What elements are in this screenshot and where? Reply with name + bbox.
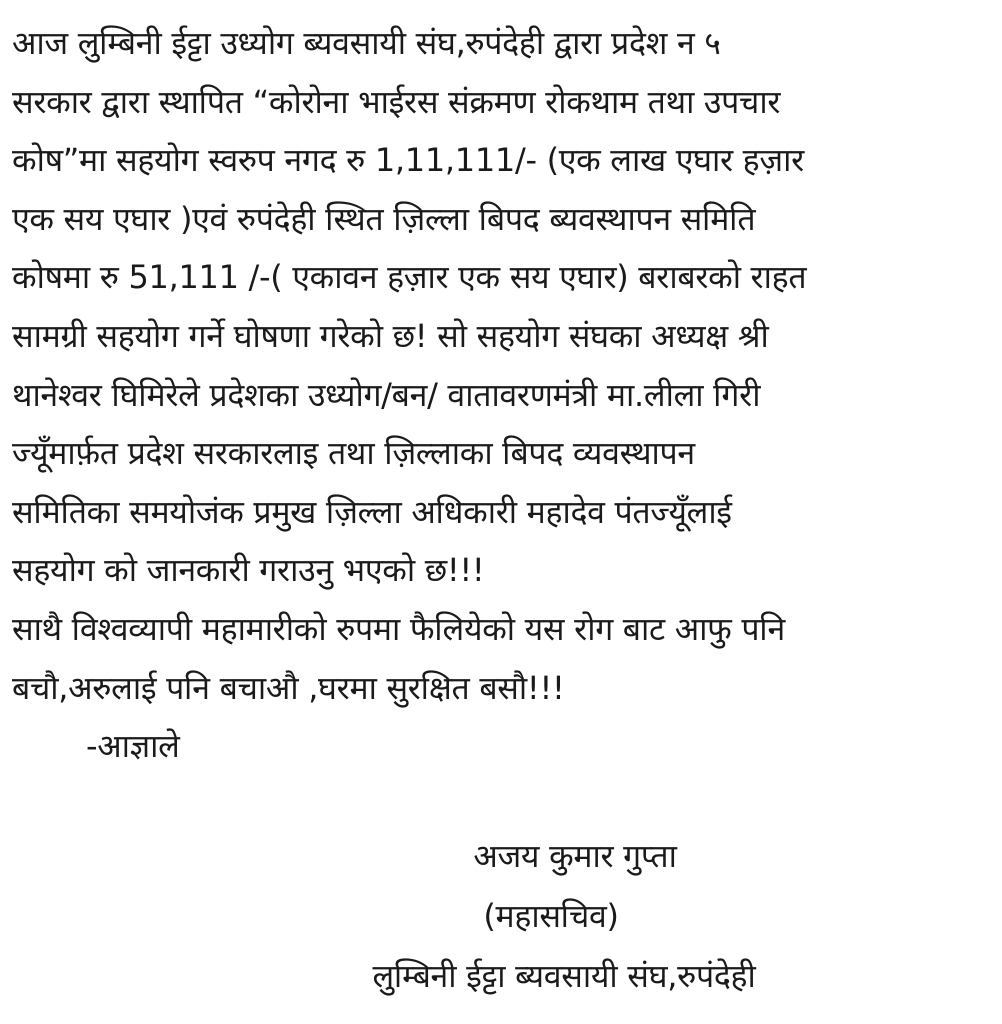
body-line-2: सरकार द्वारा स्थापित “कोरोना भाईरस संक्रमण रोकथाम तथा उपचार [12,82,781,121]
body-line-9: समितिका समयोजंक प्रमुख ज़िल्ला अधिकारी महादेव पंतज्यूँलाई [12,492,732,531]
signature-block [0,826,1002,1006]
closing-line: -आज्ञाले [86,727,180,766]
body-line-1: आज लुम्बिनी ईट्टा उध्योग ब्यवसायी संघ,रुपंदेही द्वारा प्रदेश न ५ [12,24,721,62]
body-line-8: ज्यूँमार्फ़त प्रदेश सरकारलाइ तथा ज़िल्लाका बिपद व्यवस्थापन [12,434,695,473]
body-line-5: कोषमा रु 51,111 /-( एकावन हज़ार एक सय एघार) बराबरको राहत [12,258,807,297]
body-line-4: एक सय एघार )एवं रुपंदेही स्थित ज़िल्ला बिपद ब्यवस्थापन समिति [12,199,756,238]
body-line-11: साथै विश्वव्यापी महामारीको रुपमा फैलियेको यस रोग बाट आफु पनि [12,609,786,648]
signatory-name: अजय कुमार गुप्ता [473,837,677,875]
signatory-organization: लुम्बिनी ईट्टा ब्यवसायी संघ,रुपंदेही [372,957,756,995]
body-line-12: बचौ,अरुलाई पनि बचाऔ ,घरमा सुरक्षित बसौ!!! [12,668,565,707]
body-line-10: सहयोग को जानकारी गराउनु भएको छ!!! [12,551,485,590]
body-line-6: सामग्री सहयोग गर्ने घोषणा गरेको छ! सो सहयोग संघका अध्यक्ष श्री [12,316,769,355]
signatory-designation: (महासचिव) [483,897,619,935]
body-line-3: कोष”मा सहयोग स्वरुप नगद रु 1,11,111/- (एक लाख एघार हज़ार [12,141,804,180]
document-body [12,14,992,776]
body-line-7: थानेश्वर घिमिरेले प्रदेशका उध्योग/बन/ वातावरणमंत्री मा.लीला गिरी [12,375,761,414]
